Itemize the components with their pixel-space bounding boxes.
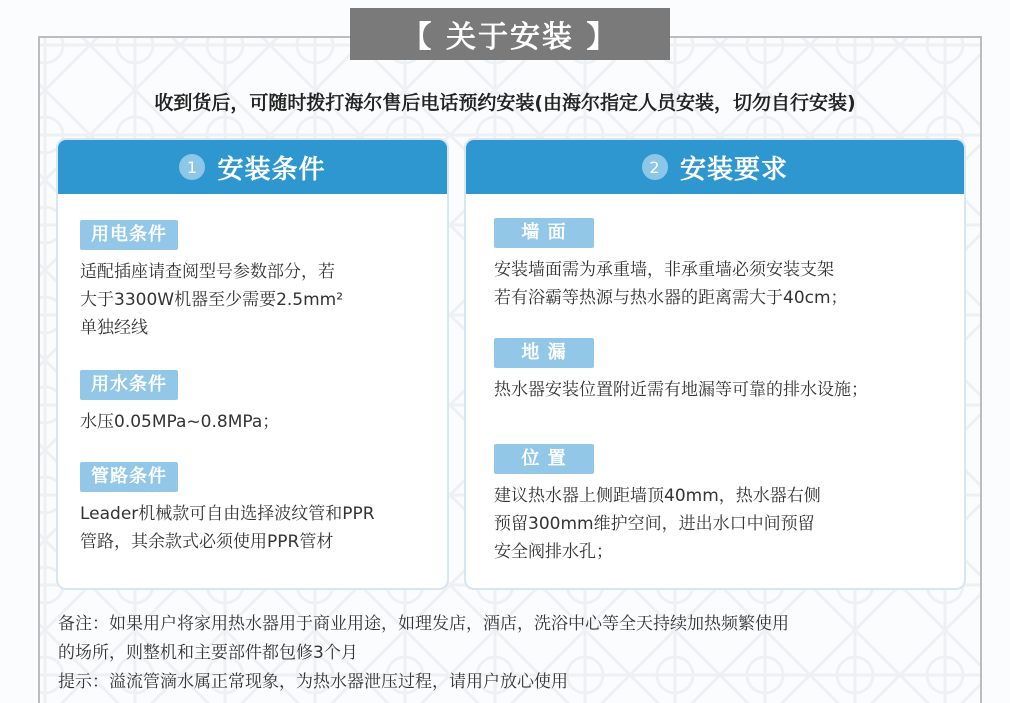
text-line: 管路，其余款式必须使用PPR管材 bbox=[80, 532, 334, 552]
section-text bbox=[80, 408, 279, 436]
text-line: 预留300mm维护空间，进出水口中间预留 bbox=[494, 514, 815, 534]
install-requirements-header bbox=[466, 140, 964, 194]
page-title: 【 关于安装 】 bbox=[350, 8, 670, 60]
note-line: 备注：如果用户将家用热水器用于商业用途，如理发店，酒店，洗浴中心等全天持续加热频繁使用 bbox=[58, 614, 789, 634]
section-text bbox=[80, 500, 375, 556]
note-line: 的场所，则整机和主要部件都包修3个月 bbox=[58, 643, 358, 663]
text-line: 大于3300W机器至少需要2.5mm² bbox=[80, 290, 344, 310]
section-text bbox=[494, 256, 848, 312]
text-line: 水压0.05MPa~0.8MPa； bbox=[80, 412, 280, 432]
section-text bbox=[494, 482, 821, 566]
section-text bbox=[494, 376, 868, 404]
section-tag-position: 位 置 bbox=[494, 444, 594, 474]
notes bbox=[58, 610, 789, 697]
text-line: 安装墙面需为承重墙，非承重墙必须安装支架 bbox=[494, 260, 834, 280]
text-line: 建议热水器上侧距墙顶40mm，热水器右侧 bbox=[494, 486, 821, 506]
card-heading: 安装要求 bbox=[679, 154, 788, 185]
section-tag-water: 用水条件 bbox=[80, 370, 178, 400]
install-conditions-header bbox=[58, 140, 447, 194]
section-tag-pipe: 管路条件 bbox=[80, 462, 178, 492]
text-line: Leader机械款可自由选择波纹管和PPR bbox=[80, 504, 375, 524]
number-badge: 1 bbox=[179, 154, 205, 180]
install-requirements-card bbox=[464, 138, 966, 590]
section-tag-wall: 墙 面 bbox=[494, 218, 594, 248]
text-line: 安全阀排水孔； bbox=[494, 542, 613, 562]
install-conditions-card bbox=[56, 138, 449, 590]
section-tag-drain: 地 漏 bbox=[494, 338, 594, 368]
number-badge: 2 bbox=[642, 154, 668, 180]
card-heading: 安装条件 bbox=[217, 154, 326, 185]
intro-text: 收到货后，可随时拨打海尔售后电话预约安装(由海尔指定人员安装，切勿自行安装) bbox=[154, 92, 856, 114]
text-line: 若有浴霸等热源与热水器的距离需大于40cm； bbox=[494, 288, 848, 308]
tip-line: 提示：溢流管滴水属正常现象，为热水器泄压过程，请用户放心使用 bbox=[58, 672, 568, 692]
text-line: 单独经线 bbox=[80, 318, 148, 338]
text-line: 适配插座请查阅型号参数部分，若 bbox=[80, 262, 335, 282]
section-text bbox=[80, 258, 343, 342]
section-tag-power: 用电条件 bbox=[80, 220, 178, 250]
text-line: 热水器安装位置附近需有地漏等可靠的排水设施； bbox=[494, 380, 868, 400]
